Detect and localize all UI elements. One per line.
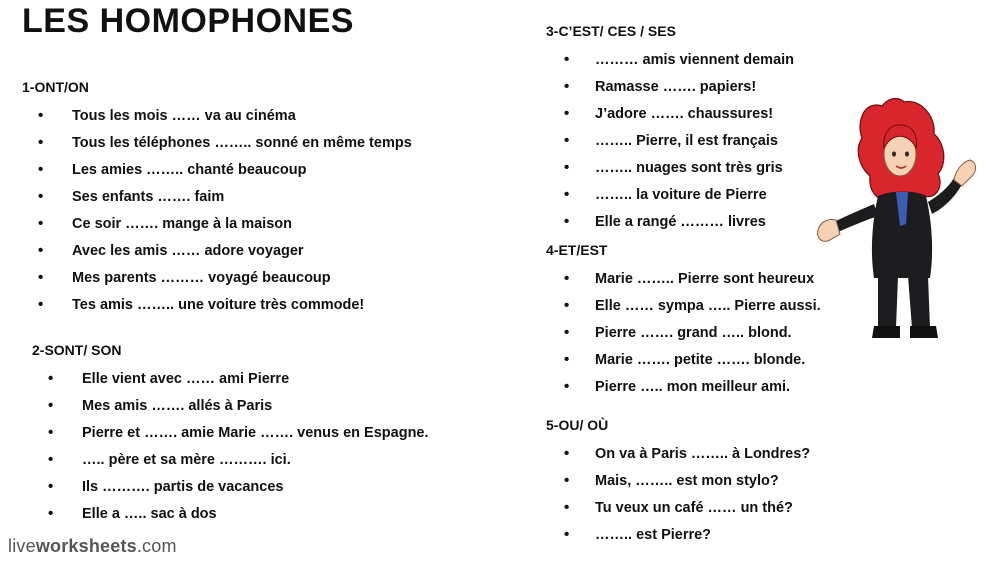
- exercise-list: [546, 50, 795, 239]
- bullet-icon: •: [48, 424, 54, 441]
- exercise-item: [546, 158, 783, 185]
- exercise-item: [546, 50, 795, 77]
- bullet-icon: •: [48, 478, 54, 495]
- exercise-item: [22, 268, 331, 295]
- bullet-icon: •: [564, 499, 570, 516]
- exercise-item: [546, 77, 757, 104]
- exercise-item: [22, 295, 365, 322]
- sentence: Elle vient avec …… ami Pierre: [82, 371, 290, 387]
- exercise-item: [546, 269, 815, 296]
- exercise-item: [22, 214, 292, 241]
- sentence: Tu veux un café …… un thé?: [595, 500, 793, 516]
- sentence: Pierre ….. mon meilleur ami.: [595, 379, 791, 395]
- left-hand: [818, 219, 840, 241]
- bullet-icon: •: [564, 324, 570, 341]
- sentence: …….. nuages sont très gris: [595, 160, 783, 176]
- bullet-icon: •: [38, 134, 44, 151]
- exercise-item: [22, 106, 296, 133]
- sentence: Marie …….. Pierre sont heureux: [595, 271, 815, 287]
- bullet-icon: •: [564, 378, 570, 395]
- sentence: ….. père et sa mère ………. ici.: [82, 452, 291, 468]
- bullet-icon: •: [38, 107, 44, 124]
- logo-part-light: live: [8, 536, 36, 556]
- section-heading: 1-ONT/ON: [22, 79, 89, 95]
- sentence: …….. la voiture de Pierre: [595, 187, 767, 203]
- sentence: ……… amis viennent demain: [595, 52, 795, 68]
- exercise-item: [546, 185, 767, 212]
- bullet-icon: •: [564, 297, 570, 314]
- left-arm: [834, 204, 878, 232]
- section-cest-ces-ses: [546, 23, 795, 239]
- section-ou-ou: [546, 417, 811, 552]
- bullet-icon: •: [38, 188, 44, 205]
- bullet-icon: •: [564, 351, 570, 368]
- sentence: Elle …… sympa ….. Pierre aussi.: [595, 298, 821, 314]
- sentence: Ses enfants ……. faim: [72, 189, 225, 205]
- sentence: …….. est Pierre?: [595, 527, 712, 543]
- sentence: On va à Paris …….. à Londres?: [595, 446, 811, 462]
- section-heading: 3-C’EST/ CES / SES: [546, 23, 676, 39]
- exercise-item: [546, 131, 778, 158]
- exercise-item: [546, 444, 811, 471]
- bullet-icon: •: [38, 242, 44, 259]
- page-title: LES HOMOPHONES: [22, 2, 354, 40]
- exercise-list: [546, 444, 811, 552]
- right-shoe: [910, 326, 938, 338]
- bullet-icon: •: [38, 296, 44, 313]
- section-heading: 5-OU/ OÙ: [546, 417, 609, 433]
- bullet-icon: •: [564, 105, 570, 122]
- sentence: Tous les téléphones …….. sonné en même temps: [72, 135, 412, 151]
- exercise-item: [546, 471, 779, 498]
- bullet-icon: •: [48, 370, 54, 387]
- sentence: Avec les amis …… adore voyager: [72, 243, 304, 259]
- right-leg: [908, 276, 930, 328]
- section-sont-son: [32, 342, 429, 531]
- exercise-item: [32, 396, 273, 423]
- section-ont-on: [22, 79, 412, 322]
- sentence: Mais, …….. est mon stylo?: [595, 473, 779, 489]
- bullet-icon: •: [38, 269, 44, 286]
- sentence: Marie ……. petite ……. blonde.: [595, 352, 806, 368]
- sentence: Mes parents ……… voyagé beaucoup: [72, 270, 331, 286]
- exercise-item: [32, 450, 291, 477]
- bullet-icon: •: [564, 213, 570, 230]
- exercise-item: [22, 133, 412, 160]
- bullet-icon: •: [48, 451, 54, 468]
- sentence: Pierre et ……. amie Marie ……. venus en Espagne.: [82, 425, 429, 441]
- sentence: Tes amis …….. une voiture très commode!: [72, 297, 365, 313]
- bullet-icon: •: [564, 445, 570, 462]
- section-et-est: [546, 242, 821, 404]
- logo-part-bold: worksheets: [35, 536, 137, 556]
- exercise-item: [546, 104, 774, 131]
- bullet-icon: •: [564, 51, 570, 68]
- teacher-character-illustration: [812, 92, 992, 348]
- bullet-icon: •: [564, 526, 570, 543]
- bullet-icon: •: [564, 472, 570, 489]
- exercise-item: [546, 377, 791, 404]
- section-heading: 2-SONT/ SON: [32, 342, 122, 358]
- bullet-icon: •: [564, 159, 570, 176]
- sentence: …….. Pierre, il est français: [595, 133, 778, 149]
- bullet-icon: •: [48, 505, 54, 522]
- exercise-item: [22, 160, 307, 187]
- sentence: Tous les mois …… va au cinéma: [72, 108, 296, 124]
- sentence: Mes amis ……. allés à Paris: [82, 398, 273, 414]
- exercise-item: [32, 423, 429, 450]
- exercise-item: [32, 369, 290, 396]
- section-heading: 4-ET/EST: [546, 242, 608, 258]
- site-logo: [8, 536, 177, 557]
- right-eye: [905, 151, 909, 156]
- sentence: Pierre ……. grand ….. blond.: [595, 325, 792, 341]
- exercise-list: [32, 369, 429, 531]
- bullet-icon: •: [564, 186, 570, 203]
- exercise-list: [22, 106, 412, 322]
- logo-part-suffix: .com: [136, 536, 177, 556]
- exercise-item: [32, 477, 284, 504]
- exercise-item: [546, 323, 792, 350]
- sentence: Ce soir ……. mange à la maison: [72, 216, 292, 232]
- sentence: Les amies …….. chanté beaucoup: [72, 162, 307, 178]
- sentence: J’adore ……. chaussures!: [595, 106, 774, 122]
- bullet-icon: •: [38, 161, 44, 178]
- left-eye: [892, 151, 896, 156]
- right-hand: [954, 160, 976, 186]
- left-leg: [878, 276, 898, 328]
- exercise-item: [32, 504, 217, 531]
- sentence: Ramasse ……. papiers!: [595, 79, 757, 95]
- sentence: Elle a rangé ……… livres: [595, 214, 766, 230]
- exercise-item: [546, 498, 793, 525]
- exercise-item: [22, 187, 225, 214]
- exercise-list: [546, 269, 821, 404]
- exercise-item: [22, 241, 304, 268]
- bullet-icon: •: [48, 397, 54, 414]
- left-shoe: [872, 326, 900, 338]
- exercise-item: [546, 350, 806, 377]
- bullet-icon: •: [564, 270, 570, 287]
- exercise-item: [546, 296, 821, 323]
- sentence: Ils ………. partis de vacances: [82, 479, 284, 495]
- bullet-icon: •: [38, 215, 44, 232]
- bullet-icon: •: [564, 78, 570, 95]
- exercise-item: [546, 525, 712, 552]
- exercise-item: [546, 212, 766, 239]
- bullet-icon: •: [564, 132, 570, 149]
- sentence: Elle a ….. sac à dos: [82, 506, 217, 522]
